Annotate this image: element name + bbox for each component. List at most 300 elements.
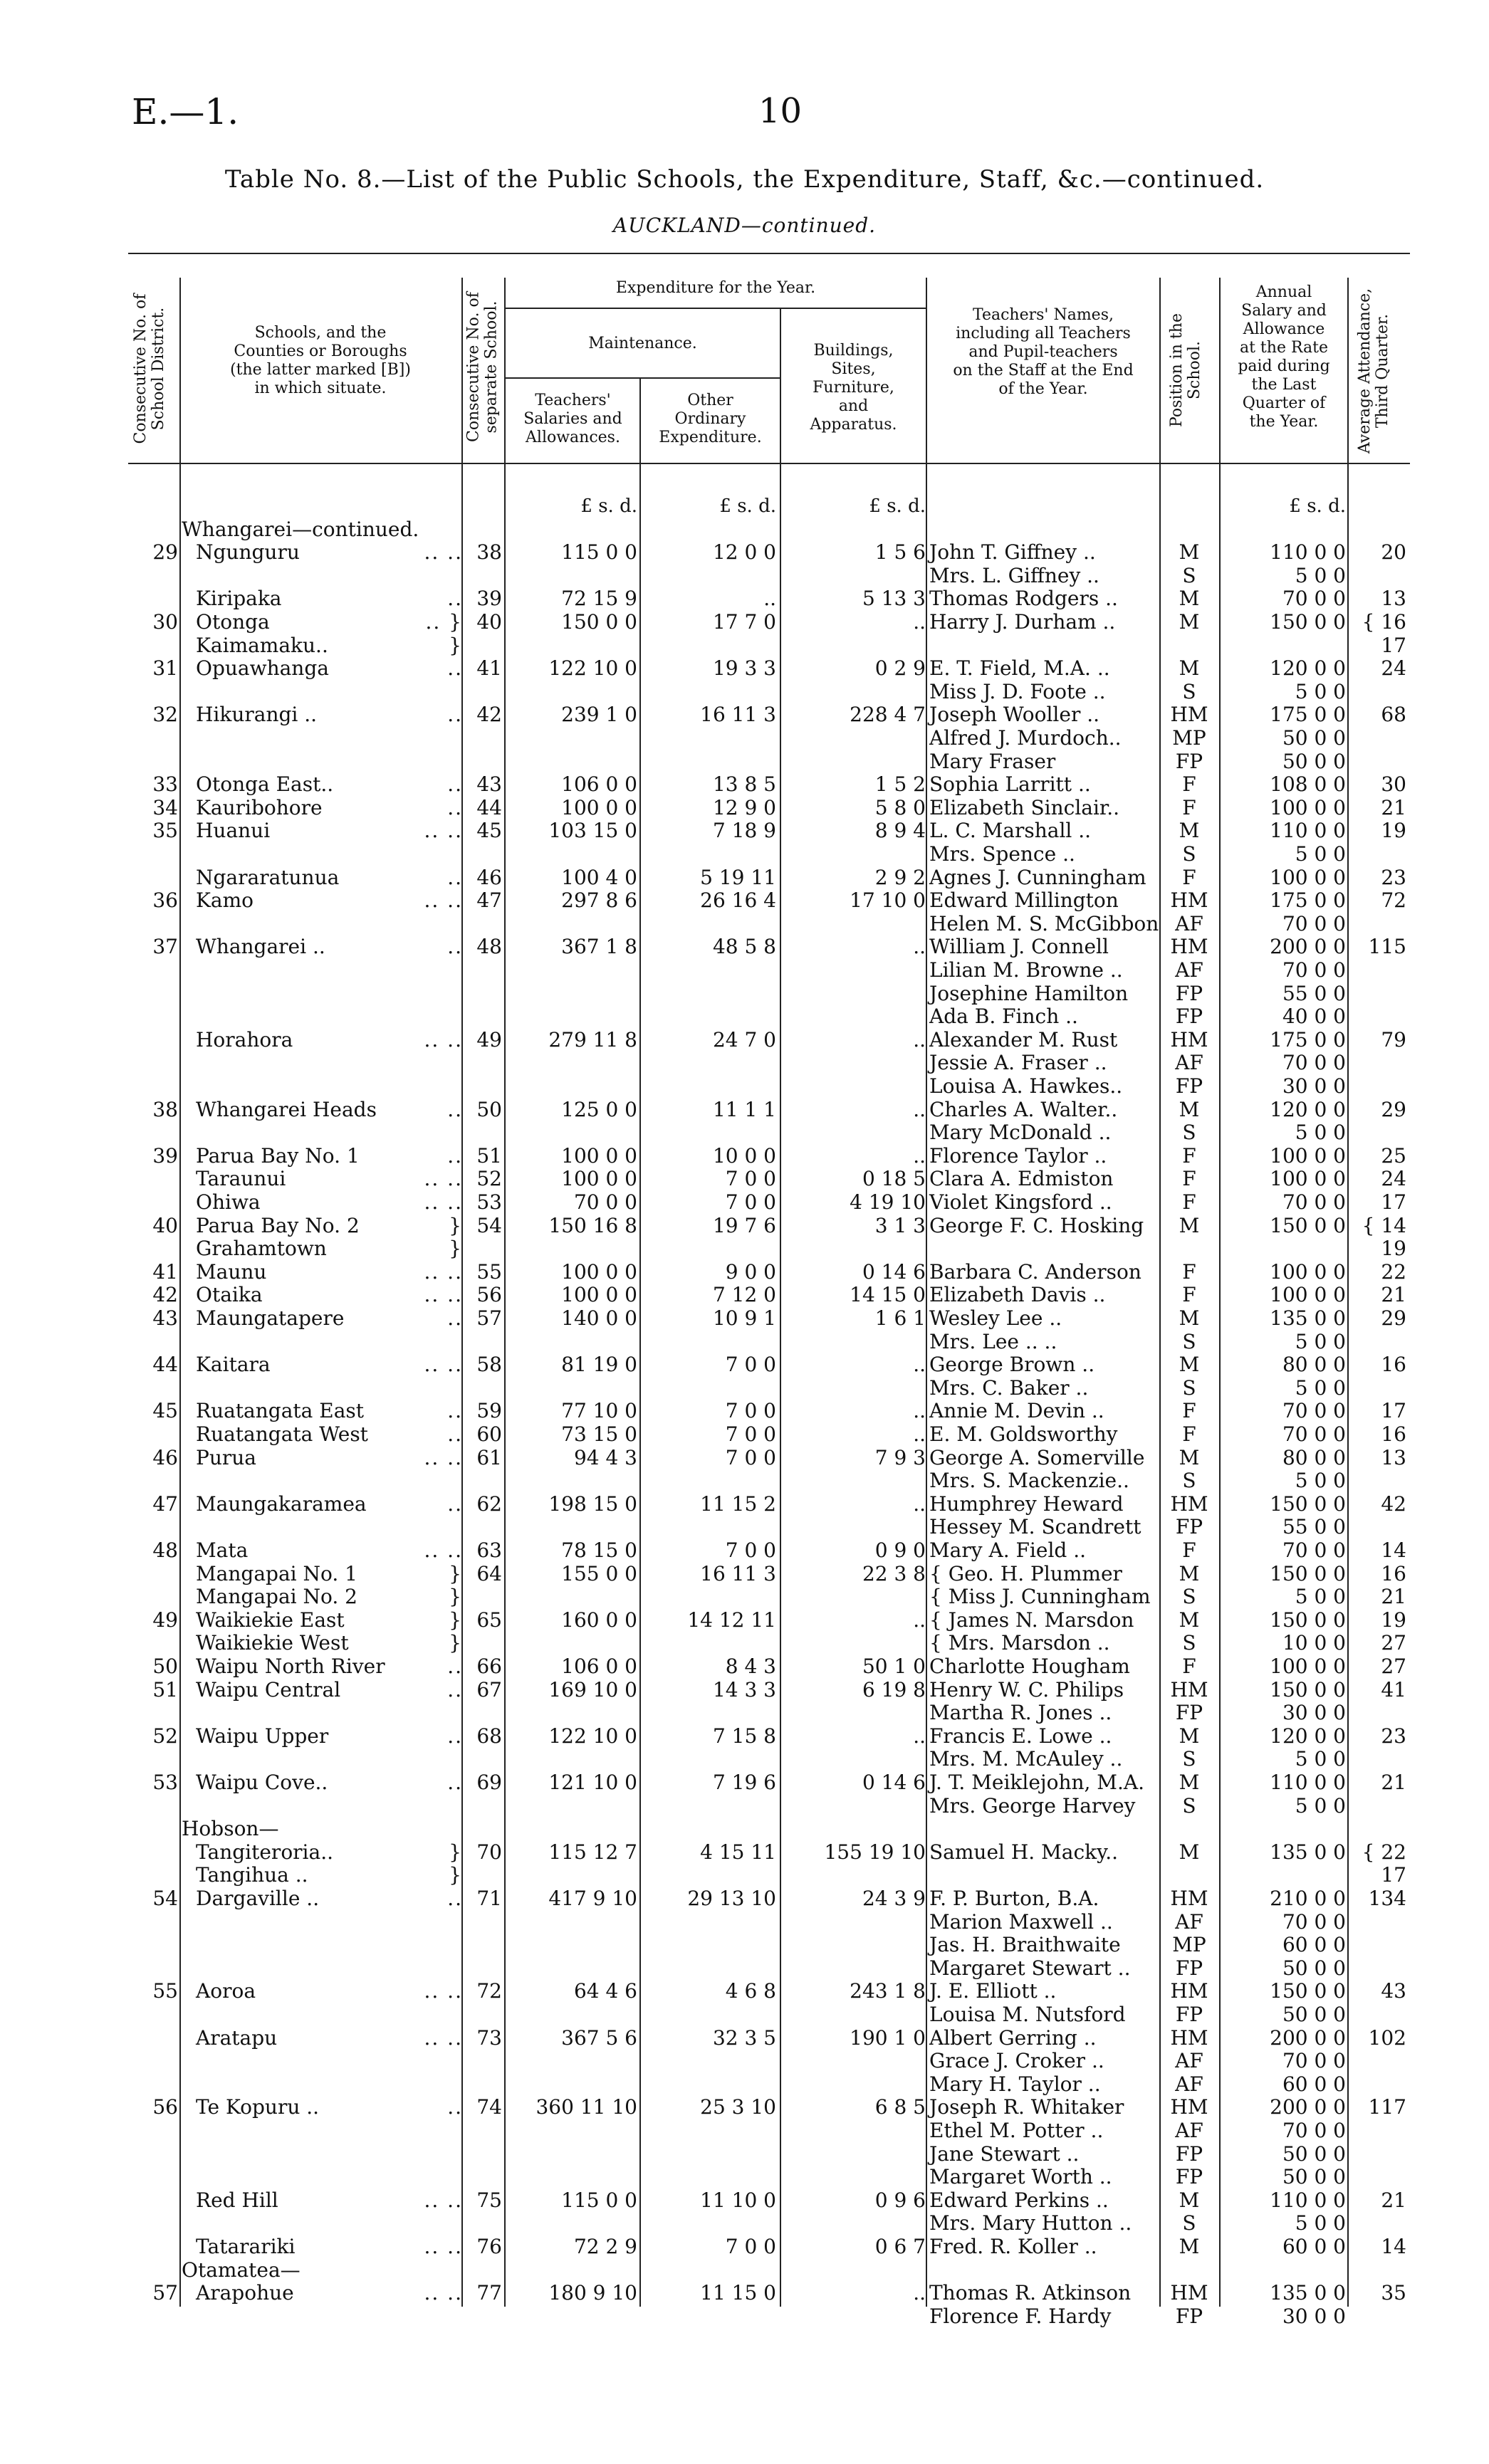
annual-salary-value: 70 0 0	[1282, 2119, 1346, 2142]
table-row	[0, 1307, 1489, 1330]
teacher-name: Mrs. Spence ..	[929, 842, 1075, 866]
attendance-value: 41	[1381, 1678, 1406, 1702]
attendance-value: 30	[1381, 772, 1406, 796]
separate-no: 44	[476, 796, 502, 819]
position-code: M	[1179, 1214, 1200, 1237]
annual-salary-value: 55 0 0	[1282, 982, 1346, 1005]
other-expenditure-value: 7 12 0	[712, 1283, 776, 1306]
district-no: 44	[152, 1353, 178, 1376]
separate-no: 64	[476, 1562, 502, 1585]
unit-salaries: £ s. d.	[580, 496, 637, 517]
header-top-rule	[128, 253, 1410, 254]
position-code: FP	[1175, 982, 1203, 1005]
buildings-value: 50 1 0	[862, 1655, 926, 1678]
buildings-value: ..	[913, 1144, 926, 1168]
annual-salary-value: 200 0 0	[1270, 2095, 1346, 2119]
col-schools-line-1: Schools, and the	[254, 324, 387, 342]
salaries-value: 100 0 0	[561, 1144, 637, 1168]
separate-no: 58	[476, 1353, 502, 1376]
annual-salary-value: 70 0 0	[1282, 1422, 1346, 1446]
position-code: M	[1179, 819, 1200, 842]
separate-no: 60	[476, 1422, 502, 1446]
school-name: Waipu Cove..	[196, 1771, 328, 1794]
position-code: S	[1182, 680, 1196, 703]
teacher-name: Mrs. C. Baker ..	[929, 1376, 1089, 1400]
separate-no: 51	[476, 1144, 502, 1168]
attendance-value: 21	[1381, 1771, 1406, 1794]
salaries-value: 81 19 0	[561, 1353, 637, 1376]
salaries-value: 103 15 0	[548, 819, 637, 842]
position-code: FP	[1175, 1074, 1203, 1098]
position-code: M	[1179, 2188, 1200, 2212]
table-row	[0, 797, 1489, 819]
position-code: F	[1182, 1260, 1196, 1284]
district-no: 54	[152, 1887, 178, 1910]
district-no: 49	[152, 1608, 178, 1632]
other-expenditure-value: 17 7 0	[712, 610, 776, 634]
col-teachers-line-1: Teachers' Names,	[973, 306, 1114, 324]
teacher-name: Ethel M. Potter ..	[929, 2119, 1104, 2142]
separate-no: 61	[476, 1446, 502, 1469]
table-row	[0, 1864, 1489, 1887]
buildings-value: ..	[913, 1028, 926, 1052]
school-name: Red Hill	[196, 2188, 278, 2212]
position-code: AF	[1175, 1051, 1203, 1074]
col-annual-line-4: at the Rate	[1239, 339, 1329, 357]
table-row	[0, 1261, 1489, 1284]
position-code: HM	[1170, 888, 1208, 912]
teacher-name: Annie M. Devin ..	[929, 1399, 1104, 1422]
salaries-value: 94 4 3	[573, 1446, 637, 1469]
table-row	[0, 565, 1489, 587]
col-buildings-line-5: Apparatus.	[810, 416, 897, 434]
other-expenditure-value: 16 11 3	[700, 1562, 776, 1585]
position-code: M	[1179, 587, 1200, 610]
attendance-value: 29	[1381, 1098, 1406, 1121]
table-row	[0, 611, 1489, 634]
school-name: Aoroa	[196, 1979, 256, 2003]
table-row	[0, 587, 1489, 610]
annual-salary-value: 150 0 0	[1270, 610, 1346, 634]
district-no: 37	[152, 935, 178, 958]
table-row	[0, 2119, 1489, 2142]
other-expenditure-value: 25 3 10	[700, 2095, 776, 2119]
school-name: Ngunguru	[196, 540, 300, 564]
col-buildings-line-1: Buildings,	[813, 342, 894, 360]
position-code: S	[1182, 1330, 1196, 1353]
position-code: S	[1182, 1121, 1196, 1144]
teacher-name: Margaret Worth ..	[929, 2165, 1112, 2188]
position-code: M	[1179, 1724, 1200, 1748]
buildings-value: 4 19 10	[850, 1190, 926, 1214]
school-name: Ngararatunua	[196, 866, 340, 889]
buildings-value: 14 15 0	[850, 1283, 926, 1306]
leader-dots: .. ..	[424, 1028, 463, 1052]
position-code: HM	[1170, 2095, 1208, 2119]
attendance-value: 19	[1381, 819, 1406, 842]
salaries-value: 64 4 6	[573, 1979, 637, 2003]
table-row	[0, 1980, 1489, 2003]
table-row	[0, 773, 1489, 796]
leader-dots: ..	[447, 935, 463, 958]
buildings-value: ..	[913, 2281, 926, 2305]
district-no: 40	[152, 1214, 178, 1237]
buildings-value: 2 9 2	[874, 866, 926, 889]
leader-dots: .. ..	[424, 1538, 463, 1562]
buildings-value: 228 4 7	[850, 703, 926, 726]
col-expenditure-header: Expenditure for the Year.	[615, 279, 816, 297]
salaries-value: 140 0 0	[561, 1306, 637, 1330]
salaries-value: 100 0 0	[561, 1167, 637, 1190]
attendance-value: 23	[1381, 866, 1406, 889]
annual-salary-value: 60 0 0	[1282, 2072, 1346, 2096]
salaries-value: 100 0 0	[561, 796, 637, 819]
separate-no: 55	[476, 1260, 502, 1284]
table-row	[0, 889, 1489, 912]
leader-dots: ..	[447, 1399, 463, 1422]
leader-dots: ..	[447, 703, 463, 726]
attendance-value: 79	[1381, 1028, 1406, 1052]
separate-no: 66	[476, 1655, 502, 1678]
school-name: Whangarei ..	[196, 935, 325, 958]
other-expenditure-value: 16 11 3	[700, 703, 776, 726]
position-code: HM	[1170, 703, 1208, 726]
teacher-name: Francis E. Lowe ..	[929, 1724, 1112, 1748]
teacher-name: Joseph R. Whitaker	[929, 2095, 1124, 2119]
table-row	[0, 2073, 1489, 2096]
leader-dots: .. ..	[424, 2235, 463, 2258]
school-name: Kiripaka	[196, 587, 282, 610]
col-schools-line-2: Counties or Boroughs	[234, 342, 407, 360]
attendance-value: 72	[1381, 888, 1406, 912]
leader-dots: }	[449, 1840, 463, 1864]
teacher-name: Thomas R. Atkinson	[929, 2281, 1132, 2305]
separate-no: 56	[476, 1283, 502, 1306]
table-row	[0, 1400, 1489, 1422]
separate-no: 43	[476, 772, 502, 796]
attendance-value: { 16	[1362, 610, 1406, 634]
table-row	[0, 1099, 1489, 1121]
school-name: Ruatangata West	[196, 1422, 368, 1446]
document-code: E.—1.	[132, 91, 239, 132]
separate-no: 47	[476, 888, 502, 912]
col-teachers-line-3: and Pupil-teachers	[968, 343, 1118, 361]
school-name: Taraunui	[196, 1167, 286, 1190]
annual-salary-value: 108 0 0	[1270, 772, 1346, 796]
position-code: M	[1179, 1771, 1200, 1794]
annual-salary-value: 120 0 0	[1270, 656, 1346, 680]
table-row	[0, 1679, 1489, 1702]
table-row	[0, 1052, 1489, 1074]
position-code: AF	[1175, 2119, 1203, 2142]
attendance-value: 27	[1381, 1655, 1406, 1678]
school-name: Waikiekie West	[196, 1631, 349, 1655]
district-no: 42	[152, 1283, 178, 1306]
school-name: Aratapu	[196, 2026, 278, 2050]
table-row	[0, 1841, 1489, 1864]
position-code: FP	[1175, 1956, 1203, 1980]
teacher-name: Humphrey Heward	[929, 1492, 1124, 1516]
position-code: F	[1182, 1538, 1196, 1562]
annual-salary-value: 100 0 0	[1270, 1167, 1346, 1190]
district-no: 45	[152, 1399, 178, 1422]
annual-salary-value: 50 0 0	[1282, 726, 1346, 750]
position-code: S	[1182, 1376, 1196, 1400]
table-row	[0, 1353, 1489, 1376]
table-row	[0, 1771, 1489, 1794]
position-code: AF	[1175, 2049, 1203, 2072]
salaries-value: 169 10 0	[548, 1678, 637, 1702]
school-name: Maunu	[196, 1260, 267, 1284]
salaries-value: 77 10 0	[561, 1399, 637, 1422]
table-row	[0, 1029, 1489, 1052]
position-code: S	[1182, 564, 1196, 587]
position-code: S	[1182, 1794, 1196, 1818]
leader-dots: ..	[447, 1144, 463, 1168]
teacher-name: Albert Gerring ..	[929, 2026, 1097, 2050]
buildings-value: 7 9 3	[874, 1446, 926, 1469]
teacher-name: Florence Taylor ..	[929, 1144, 1107, 1168]
position-code: S	[1182, 1631, 1196, 1655]
other-expenditure-value: 7 0 0	[725, 2235, 776, 2258]
separate-no: 40	[476, 610, 502, 634]
col-annual-line-7: Quarter of	[1242, 394, 1326, 412]
salaries-value: 198 15 0	[548, 1492, 637, 1516]
annual-salary-value: 70 0 0	[1282, 587, 1346, 610]
other-expenditure-value: 10 0 0	[712, 1144, 776, 1168]
table-row	[0, 913, 1489, 935]
leader-dots: .. ..	[424, 2281, 463, 2305]
position-code: F	[1182, 1399, 1196, 1422]
attendance-value: 29	[1381, 1306, 1406, 1330]
table-row	[0, 2050, 1489, 2072]
col-annual-line-2: Salary and	[1241, 302, 1327, 320]
leader-dots: .. ..	[424, 1283, 463, 1306]
other-expenditure-value: 29 13 10	[687, 1887, 776, 1910]
salaries-value: 100 0 0	[561, 1283, 637, 1306]
district-no: 34	[152, 796, 178, 819]
position-code: S	[1182, 1747, 1196, 1771]
leader-dots: .. ..	[424, 540, 463, 564]
other-expenditure-value: 4 6 8	[725, 1979, 776, 2003]
teacher-name: Clara A. Edmiston	[929, 1167, 1114, 1190]
school-name: Mata	[196, 1538, 249, 1562]
annual-salary-value: 150 0 0	[1270, 1608, 1346, 1632]
table-row	[0, 2096, 1489, 2119]
table-row	[0, 727, 1489, 750]
buildings-value: 6 8 5	[874, 2095, 926, 2119]
buildings-value: 0 2 9	[874, 656, 926, 680]
separate-no: 65	[476, 1608, 502, 1632]
position-code: HM	[1170, 1492, 1208, 1516]
position-code: S	[1182, 1585, 1196, 1608]
separate-no: 57	[476, 1306, 502, 1330]
other-expenditure-value: 48 5 8	[712, 935, 776, 958]
table-row	[0, 1237, 1489, 1260]
col-schools-line-4: in which situate.	[254, 379, 387, 397]
annual-salary-value: 135 0 0	[1270, 2281, 1346, 2305]
school-name: Otonga	[196, 610, 270, 634]
leader-dots: .. ..	[424, 1260, 463, 1284]
teacher-name: L. C. Marshall ..	[929, 819, 1092, 842]
teacher-name: Jane Stewart ..	[929, 2142, 1080, 2166]
school-name: Kaimamaku..	[196, 634, 328, 657]
district-no: 53	[152, 1771, 178, 1794]
school-name: Kauribohore	[196, 796, 323, 819]
buildings-value: ..	[913, 1492, 926, 1516]
other-expenditure-value: 7 0 0	[725, 1399, 776, 1422]
buildings-value: 22 3 8	[862, 1562, 926, 1585]
attendance-value: 14	[1381, 2235, 1406, 2258]
separate-no: 69	[476, 1771, 502, 1794]
col-buildings-line-3: Furniture,	[813, 379, 894, 397]
annual-salary-value: 120 0 0	[1270, 1098, 1346, 1121]
annual-salary-value: 5 0 0	[1295, 1121, 1346, 1144]
annual-salary-value: 50 0 0	[1282, 2003, 1346, 2026]
teacher-name: Joseph Wooller ..	[929, 703, 1100, 726]
teacher-name: Louisa A. Hawkes..	[929, 1074, 1123, 1098]
salaries-value: 122 10 0	[548, 656, 637, 680]
leader-dots: .. ..	[424, 1167, 463, 1190]
other-expenditure-value: 10 9 1	[712, 1306, 776, 1330]
salaries-value: 72 2 9	[573, 2235, 637, 2258]
teacher-name: E. T. Field, M.A. ..	[929, 656, 1110, 680]
school-name: Huanui	[196, 819, 271, 842]
table-row	[0, 866, 1489, 889]
attendance-value: 16	[1381, 1562, 1406, 1585]
table-row	[0, 1585, 1489, 1608]
county-heading: Whangarei—continued.	[182, 518, 419, 541]
table-row	[0, 1447, 1489, 1469]
position-code: M	[1179, 2235, 1200, 2258]
salaries-value: 367 5 6	[561, 2026, 637, 2050]
teacher-name: Thomas Rodgers ..	[929, 587, 1118, 610]
salaries-value: 239 1 0	[561, 703, 637, 726]
attendance-value: 68	[1381, 703, 1406, 726]
other-expenditure-value: 4 15 11	[700, 1840, 776, 1864]
table-row	[0, 1121, 1489, 1144]
teacher-name: Marion Maxwell ..	[929, 1910, 1113, 1934]
position-code: HM	[1170, 2281, 1208, 2305]
teacher-name: George F. C. Hosking	[929, 1214, 1144, 1237]
leader-dots: ..	[447, 1678, 463, 1702]
other-expenditure-value: 24 7 0	[712, 1028, 776, 1052]
teacher-name: Ada B. Finch ..	[929, 1005, 1078, 1028]
separate-no: 45	[476, 819, 502, 842]
col-other-header	[641, 392, 780, 447]
separate-no: 52	[476, 1167, 502, 1190]
annual-salary-value: 70 0 0	[1282, 958, 1346, 982]
header-bottom-rule	[128, 463, 1410, 464]
other-expenditure-value: 13 8 5	[712, 772, 776, 796]
teacher-name: Barbara C. Anderson	[929, 1260, 1141, 1284]
leader-dots: ..	[447, 1887, 463, 1910]
position-code: FP	[1175, 2003, 1203, 2026]
col-teachers-line-5: of the Year.	[998, 380, 1088, 398]
table-row	[0, 2166, 1489, 2188]
position-code: FP	[1175, 1005, 1203, 1028]
other-expenditure-value: 7 0 0	[725, 1190, 776, 1214]
salaries-value: 155 0 0	[561, 1562, 637, 1585]
table-row	[0, 1725, 1489, 1748]
position-code: F	[1182, 1190, 1196, 1214]
attendance-value: 43	[1381, 1979, 1406, 2003]
salaries-value: 125 0 0	[561, 1098, 637, 1121]
col-salaries-line-3: Allowances.	[526, 429, 620, 446]
unit-other: £ s. d.	[719, 496, 776, 517]
school-name: Ruatangata East	[196, 1399, 365, 1422]
position-code: MP	[1172, 726, 1206, 750]
school-name: Maungakaramea	[196, 1492, 367, 1516]
teacher-name: Alfred J. Murdoch..	[929, 726, 1122, 750]
teacher-name: Mrs. George Harvey	[929, 1794, 1136, 1818]
separate-no: 39	[476, 587, 502, 610]
annual-salary-value: 120 0 0	[1270, 1724, 1346, 1748]
teacher-name: Edward Millington	[929, 888, 1119, 912]
annual-salary-value: 110 0 0	[1270, 540, 1346, 564]
position-code: M	[1179, 656, 1200, 680]
table-row	[0, 2027, 1489, 2050]
school-name: Purua	[196, 1446, 256, 1469]
attendance-value: 21	[1381, 796, 1406, 819]
annual-salary-value: 150 0 0	[1270, 1678, 1346, 1702]
buildings-value: 0 18 5	[862, 1167, 926, 1190]
maintenance-rule	[506, 308, 926, 309]
annual-salary-value: 100 0 0	[1270, 1144, 1346, 1168]
teacher-name: Grace J. Croker ..	[929, 2049, 1104, 2072]
teacher-name: Henry W. C. Philips	[929, 1678, 1124, 1702]
annual-salary-value: 50 0 0	[1282, 750, 1346, 773]
teacher-name: Margaret Stewart ..	[929, 1956, 1131, 1980]
buildings-value: 0 14 6	[862, 1260, 926, 1284]
col-annual-line-3: Allowance	[1243, 320, 1325, 338]
annual-salary-value: 70 0 0	[1282, 2049, 1346, 2072]
attendance-value: 23	[1381, 1724, 1406, 1748]
table-row	[0, 1331, 1489, 1353]
position-code: M	[1179, 1306, 1200, 1330]
leader-dots: .. ..	[424, 1446, 463, 1469]
school-name: Dargaville ..	[196, 1887, 320, 1910]
teacher-name: F. P. Burton, B.A.	[929, 1887, 1099, 1910]
attendance-value: 134	[1368, 1887, 1406, 1910]
other-expenditure-value: 11 15 0	[700, 2281, 776, 2305]
table-row	[0, 1911, 1489, 1934]
leader-dots: }	[449, 1608, 463, 1632]
buildings-value: ..	[913, 1608, 926, 1632]
buildings-value: ..	[913, 1353, 926, 1376]
salaries-value: 106 0 0	[561, 772, 637, 796]
position-code: S	[1182, 1469, 1196, 1492]
annual-salary-value: 100 0 0	[1270, 1260, 1346, 1284]
district-no: 32	[152, 703, 178, 726]
school-name: Horahora	[196, 1028, 293, 1052]
annual-salary-value: 100 0 0	[1270, 1655, 1346, 1678]
annual-salary-value: 70 0 0	[1282, 1910, 1346, 1934]
teacher-name: { Miss J. Cunningham	[929, 1585, 1151, 1608]
salaries-value: 115 12 7	[548, 1840, 637, 1864]
table-row	[0, 2143, 1489, 2166]
district-no: 46	[152, 1446, 178, 1469]
position-code: F	[1182, 1422, 1196, 1446]
salaries-value: 72 15 9	[561, 587, 637, 610]
table-row	[0, 1075, 1489, 1098]
table-row	[0, 681, 1489, 703]
separate-no: 54	[476, 1214, 502, 1237]
salaries-value: 297 8 6	[561, 888, 637, 912]
salaries-value: 180 9 10	[548, 2281, 637, 2305]
other-expenditure-value: 7 19 6	[712, 1771, 776, 1794]
salaries-value: 360 11 10	[535, 2095, 637, 2119]
